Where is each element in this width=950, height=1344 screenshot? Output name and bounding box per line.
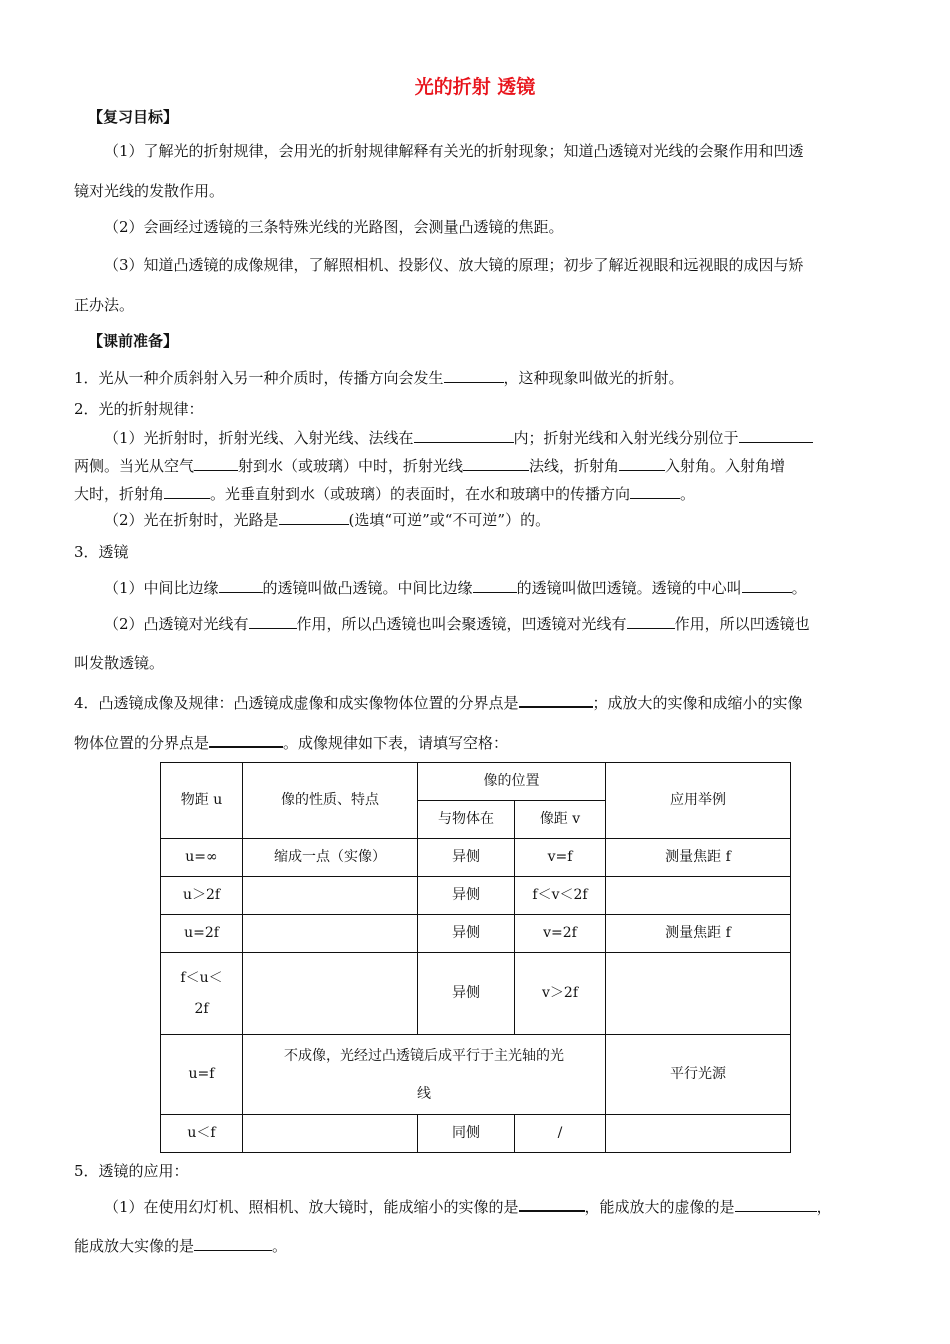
question-3: 3．透镜 xyxy=(74,543,129,561)
question-3-1-text-d: 。 xyxy=(791,579,807,597)
question-5-1-text-b: ，能成放大的虚像的是 xyxy=(584,1198,735,1216)
answer-blank[interactable] xyxy=(519,690,593,708)
question-3-2-line-2: 叫发散透镜。 xyxy=(74,654,165,672)
question-2-1-text-a: （1）光折射时，折射光线、入射光线、法线在 xyxy=(104,429,414,447)
question-3-1 xyxy=(104,576,807,598)
cell-application[interactable] xyxy=(606,877,791,915)
question-2-1-text-h: 。光垂直射到水（或玻璃）的表面时，在水和玻璃中的传播方向 xyxy=(210,485,631,503)
question-2-2-text-b: (选填“可逆”或“不可逆”）的。 xyxy=(348,511,551,529)
answer-blank[interactable] xyxy=(219,576,263,593)
goal-3-line-1: （3）知道凸透镜的成像规律，了解照相机、投影仪、放大镜的原理；初步了解近视眼和远视眼的成因与矫 xyxy=(104,256,804,274)
cell-u: u=2f xyxy=(161,915,243,953)
question-2-2-text-a: （2）光在折射时，光路是 xyxy=(104,511,279,529)
cell-v: v＞2f xyxy=(515,953,606,1035)
cell-v: v=f xyxy=(515,839,606,877)
cell-application[interactable] xyxy=(606,1115,791,1153)
answer-blank[interactable] xyxy=(279,508,349,525)
answer-blank[interactable] xyxy=(249,612,297,629)
cell-v: f＜v＜2f xyxy=(515,877,606,915)
question-4-text-b: ；成放大的实像和成缩小的实像 xyxy=(592,694,803,712)
answer-blank[interactable] xyxy=(209,730,283,748)
table-row xyxy=(161,839,791,877)
question-3-2 xyxy=(104,612,810,634)
question-2-1-text-f: 入射角。入射角增 xyxy=(665,457,786,475)
goal-1-line-2: 镜对光线的发散作用。 xyxy=(74,182,225,200)
cell-nature-line-2: 线 xyxy=(417,1085,431,1102)
question-3-1-text-a: （1）中间比边缘 xyxy=(104,579,219,597)
question-4-text-d: 。成像规律如下表，请填写空格： xyxy=(283,734,509,752)
question-4-text-a: 4．凸透镜成像及规律：凸透镜成虚像和成实像物体位置的分界点是 xyxy=(74,694,519,712)
cell-side: 异侧 xyxy=(418,953,515,1035)
table-row xyxy=(161,877,791,915)
cell-nature: 缩成一点（实像） xyxy=(243,839,418,877)
page-title: 光的折射 透镜 xyxy=(414,76,536,98)
cell-side: 异侧 xyxy=(418,915,515,953)
question-5-1-text-a: （1）在使用幻灯机、照相机、放大镜时，能成缩小的实像的是 xyxy=(104,1198,519,1216)
cell-application[interactable] xyxy=(606,953,791,1035)
header-image-distance: 像距 v xyxy=(515,801,606,839)
cell-u: u＞2f xyxy=(161,877,243,915)
answer-blank[interactable] xyxy=(519,1194,585,1212)
question-2-1-text-b: 内；折射光线和入射光线分别位于 xyxy=(513,429,739,447)
question-4-line-1 xyxy=(74,690,803,713)
review-goals-heading: 【复习目标】 xyxy=(88,108,179,126)
question-1-text-b: ，这种现象叫做光的折射。 xyxy=(503,369,684,387)
answer-blank[interactable] xyxy=(739,426,813,443)
cell-side: 异侧 xyxy=(418,839,515,877)
table-row xyxy=(161,1115,791,1153)
question-3-2-text-b: 作用，所以凸透镜也叫会聚透镜，凹透镜对光线有 xyxy=(296,615,627,633)
question-2-2 xyxy=(104,508,550,530)
goal-3-line-2: 正办法。 xyxy=(74,296,135,314)
question-5-1-text-d: 能成放大实像的是 xyxy=(74,1237,195,1255)
answer-blank[interactable] xyxy=(194,1234,272,1251)
cell-v: / xyxy=(515,1115,606,1153)
header-image-nature: 像的性质、特点 xyxy=(243,763,418,839)
question-5-1-line-2 xyxy=(74,1234,287,1256)
table-row xyxy=(161,953,791,1035)
cell-u xyxy=(161,953,243,1035)
question-3-1-text-c: 的透镜叫做凹透镜。透镜的中心叫 xyxy=(516,579,742,597)
question-3-2-text-c: 作用，所以凹透镜也 xyxy=(674,615,810,633)
answer-blank[interactable] xyxy=(735,1195,817,1212)
question-2-1-line-1 xyxy=(104,426,813,448)
cell-nature[interactable] xyxy=(243,953,418,1035)
imaging-rules-table xyxy=(160,762,791,1153)
question-5-1-line-1 xyxy=(104,1194,832,1217)
question-2-1-line-3 xyxy=(74,482,695,504)
cell-application: 平行光源 xyxy=(606,1035,791,1115)
cell-u: u=f xyxy=(161,1035,243,1115)
answer-blank[interactable] xyxy=(627,612,675,629)
question-2-1-text-i: 。 xyxy=(680,485,696,503)
question-2-1-line-2 xyxy=(74,454,785,476)
cell-nature-line-1: 不成像，光经过凸透镜后成平行于主光轴的光 xyxy=(284,1047,564,1064)
table-row xyxy=(161,915,791,953)
question-3-1-text-b: 的透镜叫做凸透镜。中间比边缘 xyxy=(262,579,473,597)
cell-nature[interactable] xyxy=(243,877,418,915)
header-application: 应用举例 xyxy=(606,763,791,839)
question-2-1-text-d: 射到水（或玻璃）中时，折射光线 xyxy=(238,457,464,475)
cell-application: 测量焦距 f xyxy=(606,839,791,877)
cell-side: 同侧 xyxy=(418,1115,515,1153)
answer-blank[interactable] xyxy=(463,454,529,471)
question-5: 5．透镜的应用： xyxy=(74,1162,189,1180)
answer-blank[interactable] xyxy=(164,482,210,499)
cell-application: 测量焦距 f xyxy=(606,915,791,953)
question-4-line-2 xyxy=(74,730,508,753)
goal-2: （2）会画经过透镜的三条特殊光线的光路图，会测量凸透镜的焦距。 xyxy=(104,218,564,236)
answer-blank[interactable] xyxy=(742,576,792,593)
header-same-side: 与物体在 xyxy=(418,801,515,839)
answer-blank[interactable] xyxy=(473,576,517,593)
question-1-text-a: 1．光从一种介质斜射入另一种介质时，传播方向会发生 xyxy=(74,369,444,387)
question-1 xyxy=(74,366,684,388)
question-2-1-text-g: 大时，折射角 xyxy=(74,485,165,503)
question-5-1-text-c: ， xyxy=(816,1198,832,1216)
header-object-distance: 物距 u xyxy=(161,763,243,839)
goal-1-line-1: （1）了解光的折射规律，会用光的折射规律解释有关光的折射现象；知道凸透镜对光线的会聚作用和凹透 xyxy=(104,142,804,160)
cell-v: v=2f xyxy=(515,915,606,953)
cell-u: u=∞ xyxy=(161,839,243,877)
answer-blank[interactable] xyxy=(619,454,665,471)
cell-u-line-2: 2f xyxy=(194,1000,209,1017)
answer-blank[interactable] xyxy=(444,366,504,383)
answer-blank[interactable] xyxy=(194,454,238,471)
cell-nature-merged xyxy=(243,1035,606,1115)
question-3-2-text-a: （2）凸透镜对光线有 xyxy=(104,615,249,633)
question-4-text-c: 物体位置的分界点是 xyxy=(74,734,210,752)
header-image-position: 像的位置 xyxy=(418,763,606,801)
question-2-1-text-c: 两侧。当光从空气 xyxy=(74,457,195,475)
prep-heading: 【课前准备】 xyxy=(88,332,179,350)
answer-blank[interactable] xyxy=(630,482,680,499)
question-2-1-text-e: 法线，折射角 xyxy=(529,457,620,475)
cell-side: 异侧 xyxy=(418,877,515,915)
cell-u: u＜f xyxy=(161,1115,243,1153)
answer-blank[interactable] xyxy=(414,426,514,443)
question-5-1-text-e: 。 xyxy=(272,1237,288,1255)
cell-nature[interactable] xyxy=(243,915,418,953)
cell-nature[interactable] xyxy=(243,1115,418,1153)
question-2: 2．光的折射规律： xyxy=(74,400,204,418)
table-row xyxy=(161,1035,791,1115)
cell-u-line-1: f＜u＜ xyxy=(180,969,223,986)
